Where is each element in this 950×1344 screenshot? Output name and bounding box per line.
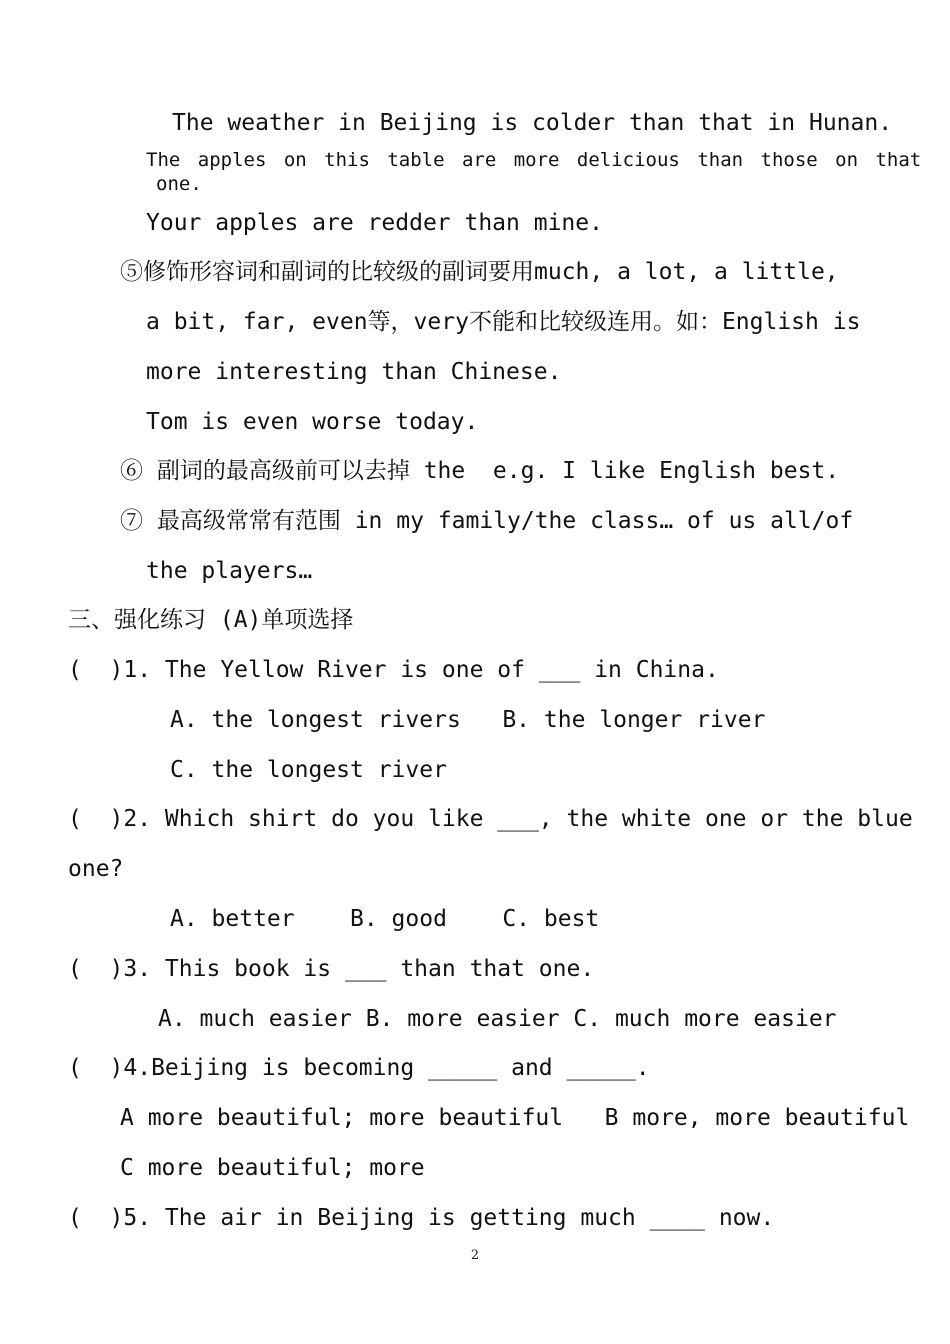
- example-weather: The weather in Beijing is colder than that in Hunan.: [172, 110, 893, 136]
- question-3-options: A. much easier B. more easier C. much more easier: [158, 1006, 837, 1032]
- question-4-option-c: C more beautiful; more: [120, 1155, 425, 1181]
- question-3: ( )3. This book is ___ than that one.: [68, 956, 595, 982]
- rule-5-line3: more interesting than Chinese.: [146, 359, 562, 385]
- question-4: ( )4.Beijing is becoming _____ and _____.: [68, 1055, 650, 1081]
- question-2-line2: one?: [68, 856, 124, 882]
- question-1-options-ab: A. the longest rivers B. the longer river: [170, 707, 766, 733]
- question-2-line1: ( )2. Which shirt do you like ___, the white one or the blue: [68, 806, 913, 832]
- rule-5-line4: Tom is even worse today.: [146, 409, 479, 435]
- rule-7-line1: ⑦ 最高级常常有范围 in my family/the class… of us all/of: [120, 508, 854, 534]
- example-apples-line2: one.: [156, 173, 202, 195]
- page-number: 2: [470, 1248, 480, 1263]
- question-4-options-ab: A more beautiful; more beautiful B more, more beautiful: [120, 1105, 910, 1131]
- section-heading: 三、强化练习 (A)单项选择: [68, 607, 354, 633]
- rule-6: ⑥ 副词的最高级前可以去掉 the e.g. I like English best.: [120, 458, 840, 484]
- example-apples-line1: The apples on this table are more delicious than those on that: [146, 149, 922, 171]
- question-1-option-c: C. the longest river: [170, 757, 447, 783]
- rule-5-line2: a bit, far, even等，very不能和比较级连用。如：English is: [146, 309, 861, 335]
- rule-7-line2: the players…: [146, 558, 313, 584]
- question-1: ( )1. The Yellow River is one of ___ in China.: [68, 657, 719, 683]
- question-5: ( )5. The air in Beijing is getting much ____ now.: [68, 1205, 775, 1231]
- rule-5-line1: ⑤修饰形容词和副词的比较级的副词要用much, a lot, a little,: [120, 259, 839, 285]
- example-redder: Your apples are redder than mine.: [146, 210, 603, 236]
- question-2-options: A. better B. good C. best: [170, 906, 600, 932]
